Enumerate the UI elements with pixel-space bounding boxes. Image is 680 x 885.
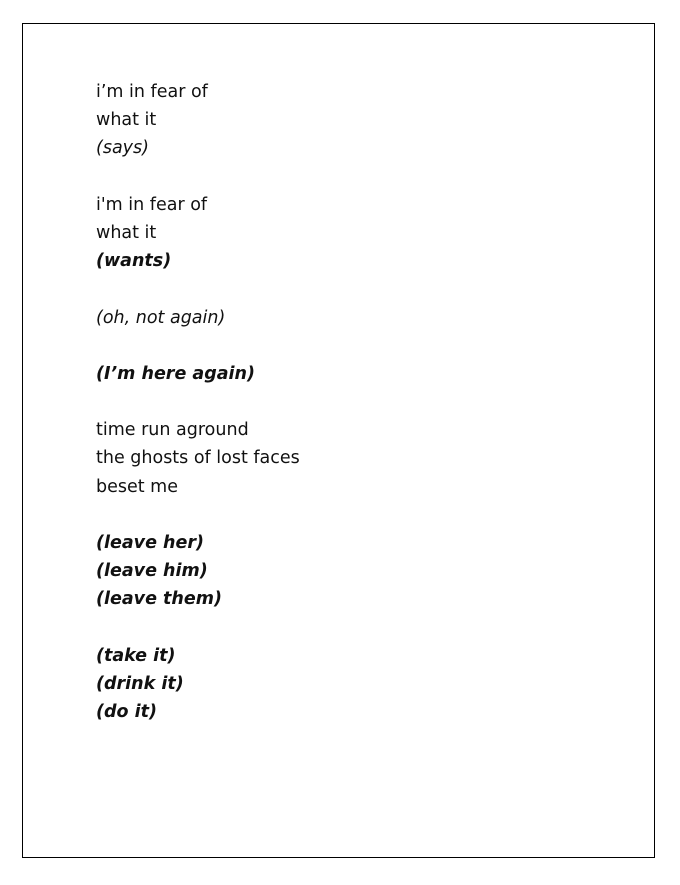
stanza-6 — [96, 529, 616, 614]
poem-line: (I’m here again) — [96, 363, 256, 384]
stanza-5 — [96, 416, 616, 501]
stanza-4 — [96, 360, 616, 388]
poem-line: i'm in fear of — [96, 194, 208, 215]
poem-line: what it — [96, 222, 157, 243]
poem-line: i’m in fear of — [96, 82, 208, 102]
poem-line: time run aground — [96, 420, 249, 441]
poem-line: what it — [96, 110, 157, 131]
poem-line: (oh, not again) — [96, 307, 226, 328]
poem-line: (take it) — [96, 645, 176, 666]
poem-line: (leave them) — [96, 589, 222, 610]
poem-line: (leave him) — [96, 561, 208, 582]
stanza-3 — [96, 304, 616, 332]
stanza-2 — [96, 191, 616, 276]
poem-line: beset me — [96, 476, 178, 497]
poem-line: (says) — [96, 138, 149, 159]
poem-line: (leave her) — [96, 533, 204, 553]
poem-line: (do it) — [96, 702, 158, 723]
document-page — [22, 23, 655, 858]
poem-line: (drink it) — [96, 673, 184, 694]
poem-line: (wants) — [96, 251, 172, 272]
poem-body — [96, 78, 616, 755]
stanza-7 — [96, 642, 616, 727]
poem-line: the ghosts of lost faces — [96, 448, 300, 469]
stanza-1 — [96, 78, 616, 163]
